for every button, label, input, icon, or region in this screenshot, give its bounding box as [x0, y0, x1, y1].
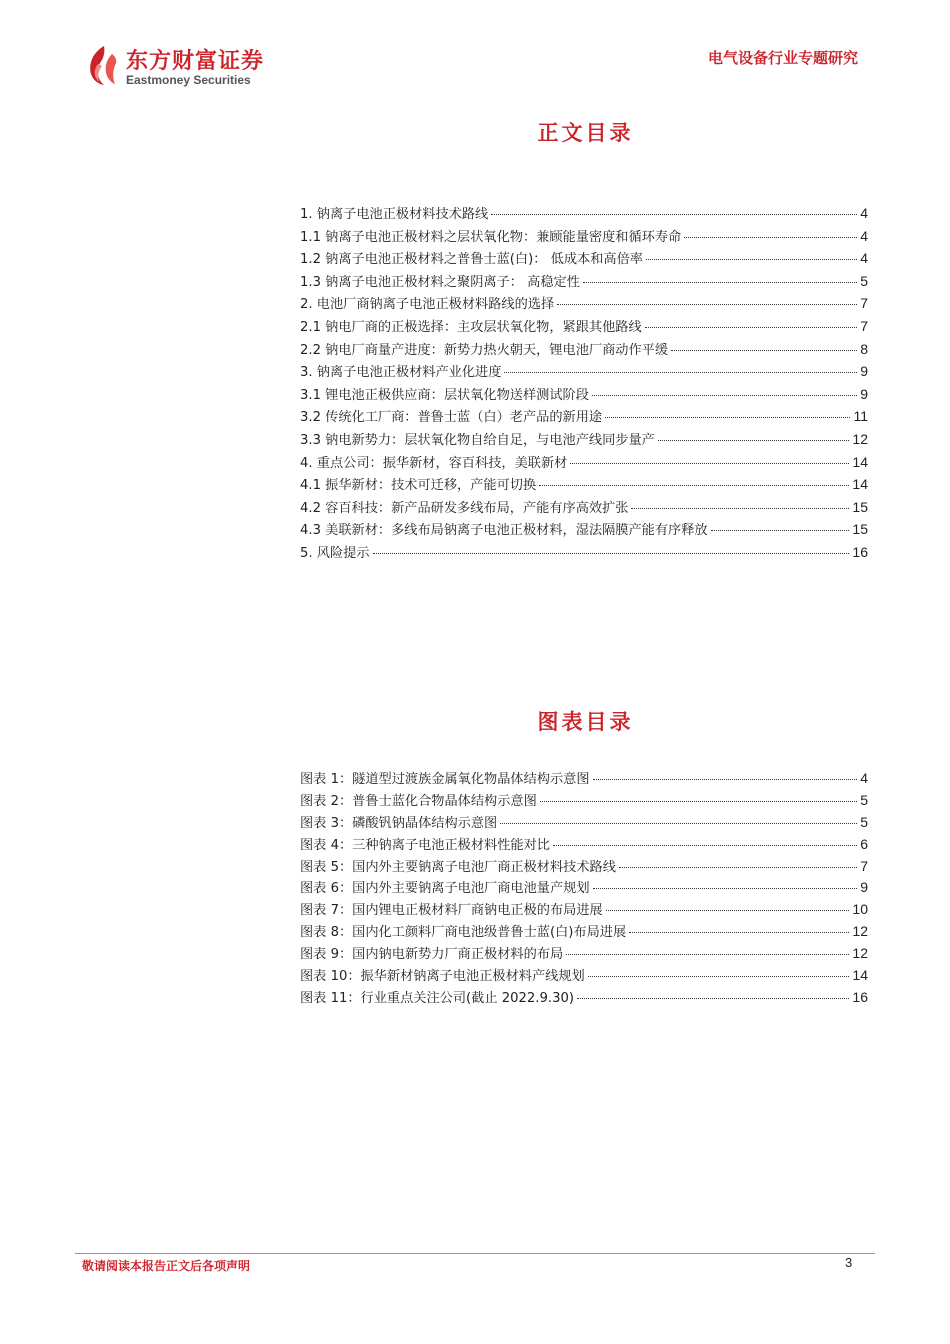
figure-entry-label: 图表 1：隧道型过渡族金属氧化物晶体结构示意图 [300, 772, 590, 787]
toc-entry-page: 8 [860, 340, 868, 357]
toc-entry-page: 7 [860, 317, 868, 334]
leader-dots [631, 508, 849, 509]
toc-entry-label: 2. 电池厂商钠离子电池正极材料路线的选择 [300, 297, 555, 313]
leader-dots [553, 845, 857, 846]
figure-entry-page: 14 [852, 967, 868, 984]
toc-entry[interactable] [300, 408, 868, 431]
figure-entry-label: 图表 8：国内化工颜料厂商电池级普鲁士蓝(白)布局进展 [300, 925, 627, 941]
leader-dots [671, 350, 857, 351]
leader-dots [539, 485, 849, 486]
toc-entry-label: 4.3 美联新材：多线布局钠离子电池正极材料，湿法隔膜产能有序释放 [300, 523, 708, 539]
toc-entry[interactable] [300, 205, 868, 228]
figure-entry-page: 4 [860, 770, 868, 786]
figure-entry-page: 12 [852, 923, 868, 940]
company-name-cn: 东方财富证券 [126, 49, 265, 74]
toc-entry[interactable] [300, 544, 868, 567]
leader-dots [593, 888, 858, 889]
figure-entry-label: 图表 4：三种钠离子电池正极材料性能对比 [300, 837, 550, 853]
toc-entry-label: 3.2 传统化工厂商：普鲁士蓝（白）老产品的新用途 [300, 410, 603, 426]
toc-entry[interactable] [300, 295, 868, 318]
figure-entry-label: 图表 11：行业重点关注公司(截止 2022.9.30) [300, 990, 575, 1006]
leader-dots [557, 304, 857, 305]
figure-entry[interactable] [300, 836, 868, 858]
figure-entry[interactable] [300, 879, 868, 901]
toc-entry-page: 4 [860, 227, 868, 244]
figure-entry-label: 图表 10：振华新材钠离子电池正极材料产线规划 [300, 969, 585, 985]
figure-entry[interactable] [300, 814, 868, 836]
toc-entry[interactable] [300, 228, 868, 251]
toc-list [300, 205, 868, 567]
toc-entry[interactable] [300, 341, 868, 364]
toc-entry-page: 7 [860, 295, 868, 312]
leader-dots [646, 259, 857, 260]
toc-entry[interactable] [300, 431, 868, 454]
toc-entry-label: 1.3 钠离子电池正极材料之聚阴离子： 高稳定性 [300, 274, 580, 290]
leader-dots [500, 823, 857, 824]
toc-entry-page: 4 [860, 250, 868, 267]
toc-entry-label: 3. 钠离子电池正极材料产业化进度 [300, 365, 502, 381]
figures-list [300, 770, 868, 1011]
leader-dots [373, 553, 850, 554]
page-number: 3 [845, 1255, 853, 1270]
figure-entry-page: 16 [852, 988, 868, 1005]
figure-entry-label: 图表 6：国内外主要钠离子电池厂商电池量产规划 [300, 881, 590, 897]
toc-entry-label: 1.2 钠离子电池正极材料之普鲁士蓝(白)： 低成本和高倍率 [300, 252, 643, 268]
toc-entry-page: 14 [852, 476, 868, 493]
toc-entry-label: 4. 重点公司：振华新材，容百科技，美联新材 [300, 455, 568, 471]
toc-entry[interactable] [300, 521, 868, 544]
leader-dots [583, 282, 857, 283]
toc-entry-label: 4.2 容百科技：新产品研发多线布局，产能有序高效扩张 [300, 500, 629, 516]
figure-entry[interactable] [300, 967, 868, 989]
leader-dots [645, 327, 858, 328]
toc-entry-page: 14 [852, 453, 868, 470]
leader-dots [684, 237, 857, 238]
figure-entry-page: 12 [852, 945, 868, 962]
company-logo [82, 40, 282, 96]
figure-entry-page: 10 [852, 901, 868, 918]
toc-entry-label: 4.1 振华新材：技术可迁移，产能可切换 [300, 478, 537, 494]
figure-entry[interactable] [300, 792, 868, 814]
figure-entry[interactable] [300, 770, 868, 792]
leader-dots [711, 530, 850, 531]
figure-entry-page: 5 [860, 813, 868, 830]
toc-entry-page: 9 [860, 363, 868, 380]
footer-disclaimer: 敬请阅读本报告正文后各项声明 [82, 1259, 251, 1273]
toc-entry-label: 2.1 钠电厂商的正极选择：主攻层状氧化物，紧跟其他路线 [300, 319, 642, 335]
figure-entry-label: 图表 5：国内外主要钠离子电池厂商正极材料技术路线 [300, 859, 616, 875]
toc-entry-page: 4 [860, 205, 868, 221]
figure-entry-label: 图表 7：国内锂电正极材料厂商钠电正极的布局进展 [300, 903, 603, 919]
toc-entry-label: 5. 风险提示 [300, 545, 370, 561]
toc-entry-page: 16 [852, 543, 868, 560]
footer-divider [75, 1253, 875, 1254]
figure-entry-page: 9 [860, 879, 868, 896]
company-name-en: Eastmoney Securities [126, 73, 251, 87]
toc-entry[interactable] [300, 476, 868, 499]
toc-entry[interactable] [300, 318, 868, 341]
figure-entry-label: 图表 2：普鲁士蓝化合物晶体结构示意图 [300, 793, 537, 809]
toc-entry-label: 2.2 钠电厂商量产进度：新势力热火朝天，锂电池厂商动作平缓 [300, 342, 669, 358]
toc-entry[interactable] [300, 363, 868, 386]
leader-dots [491, 214, 857, 215]
figure-entry[interactable] [300, 923, 868, 945]
toc-title: 正文目录 [537, 121, 634, 145]
leader-dots [566, 954, 849, 955]
leader-dots [577, 998, 849, 999]
toc-entry-page: 9 [860, 385, 868, 402]
figure-entry[interactable] [300, 858, 868, 880]
figure-entry[interactable] [300, 901, 868, 923]
figure-entry[interactable] [300, 989, 868, 1011]
toc-entry-label: 3.3 钠电新势力：层状氧化物自给自足，与电池产线同步量产 [300, 432, 655, 448]
toc-entry[interactable] [300, 273, 868, 296]
toc-entry-page: 11 [853, 408, 868, 425]
toc-entry[interactable] [300, 250, 868, 273]
figure-entry-page: 6 [860, 835, 868, 852]
leader-dots [504, 372, 857, 373]
leader-dots [605, 417, 850, 418]
leader-dots [593, 779, 858, 780]
toc-entry-page: 15 [852, 498, 868, 515]
figure-entry-label: 图表 9：国内钠电新势力厂商正极材料的布局 [300, 947, 564, 963]
leader-dots [588, 976, 850, 977]
toc-entry-label: 1. 钠离子电池正极材料技术路线 [300, 207, 489, 222]
figure-entry-page: 7 [860, 857, 868, 874]
leader-dots [619, 867, 857, 868]
toc-entry-page: 12 [852, 430, 868, 447]
toc-entry-page: 5 [860, 272, 868, 289]
toc-entry[interactable] [300, 499, 868, 522]
toc-entry-label: 1.1 钠离子电池正极材料之层状氧化物：兼顾能量密度和循环寿命 [300, 229, 682, 245]
toc-entry[interactable] [300, 386, 868, 409]
figure-entry-label: 图表 3：磷酸钒钠晶体结构示意图 [300, 815, 498, 831]
figure-entry[interactable] [300, 945, 868, 967]
toc-entry-page: 15 [852, 521, 868, 538]
toc-entry-label: 3.1 锂电池正极供应商：层状氧化物送样测试阶段 [300, 387, 589, 403]
toc-entry[interactable] [300, 454, 868, 477]
leader-dots [606, 910, 850, 911]
leader-dots [658, 440, 850, 441]
leader-dots [540, 801, 857, 802]
report-type: 电气设备行业专题研究 [707, 49, 858, 67]
figures-title: 图表目录 [537, 710, 634, 734]
leader-dots [629, 932, 849, 933]
figure-entry-page: 5 [860, 791, 868, 808]
leader-dots [570, 463, 849, 464]
eastmoney-flame-icon [82, 44, 122, 86]
leader-dots [592, 395, 857, 396]
